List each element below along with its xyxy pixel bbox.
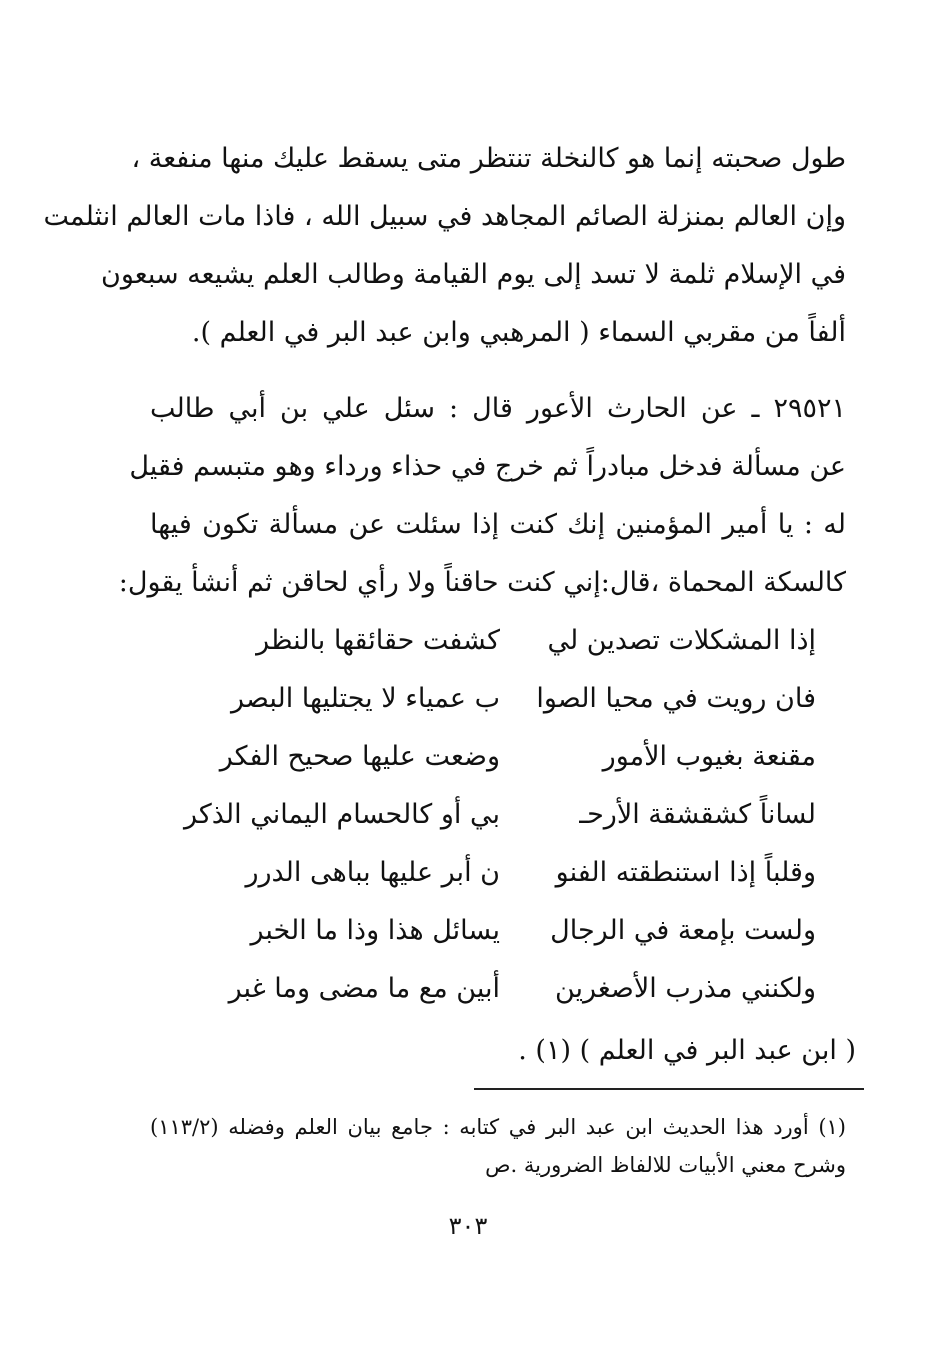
footnote: [150, 1108, 846, 1184]
source-citation: ( ابن عبد البر في العلم ) (١) .: [518, 1035, 856, 1066]
poem-verse: [150, 670, 846, 728]
poem-verse: [150, 902, 846, 960]
verse-first-hemistich: لساناً كشقشقة الأرحـ: [579, 799, 816, 830]
verse-first-hemistich: فان رويت في محيا الصوا: [536, 683, 816, 714]
page-number: ٣٠٣: [448, 1212, 488, 1240]
verse-second-hemistich: يسائل هذا وذا ما الخبر: [250, 915, 500, 946]
verse-first-hemistich: ولكنني مذرب الأصغرين: [554, 973, 816, 1004]
text-line: ٢٩٥٢١ ـ عن الحارث الأعور قال : سئل علي بن أبي طالب: [150, 393, 846, 424]
text-line: طول صحبته إنما هو كالنخلة تنتظر متى يسقط عليك منها منفعة ،: [131, 143, 846, 174]
text-line: ألفاً من مقربي السماء ( المرهبي وابن عبد البر في العلم ).: [191, 317, 846, 348]
text-line: كالسكة المحماة ،قال:إني كنت حاقناً ولا رأي لحاقن ثم أنشأ يقول:: [118, 567, 846, 598]
poem-verse: [150, 786, 846, 844]
verse-second-hemistich: أبين مع ما مضى وما غبر: [228, 973, 500, 1004]
verse-first-hemistich: مقنعة بغيوب الأمور: [602, 741, 816, 772]
text-line: عن مسألة فدخل مبادراً ثم خرج في حذاء ورداء وهو متبسم فقيل: [129, 451, 846, 482]
poem-verse: [150, 960, 846, 1018]
paragraph-hadith-continuation: [43, 130, 846, 362]
poem-verse: [150, 612, 846, 670]
verse-second-hemistich: ب عمياء لا يجتليها البصر: [231, 683, 500, 714]
paragraph-hadith-29521: [118, 380, 846, 612]
poem-verse: [150, 844, 846, 902]
verse-second-hemistich: بي أو كالحسام اليماني الذكر: [183, 799, 500, 830]
verse-second-hemistich: وضعت عليها صحيح الفكر: [219, 741, 500, 772]
verse-first-hemistich: وقلباً إذا استنطقته الفنو: [555, 857, 816, 888]
poem-verse: [150, 728, 846, 786]
footnote-divider: [474, 1088, 864, 1090]
verse-first-hemistich: ولست بإمعة في الرجال: [550, 915, 816, 946]
footnote-line: وشرح معني الأبيات للالفاظ الضرورية .ص: [485, 1153, 846, 1177]
verse-second-hemistich: ن أبر عليها بباهى الدرر: [245, 857, 500, 888]
poem: [150, 612, 846, 1018]
footnote-line: (١) أورد هذا الحديث ابن عبد البر في كتابه : جامع بيان العلم وفضله (١١٣/٢): [150, 1115, 846, 1139]
text-line: له : يا أمير المؤمنين إنك كنت إذا سئلت عن مسألة تكون فيها: [150, 509, 846, 540]
verse-first-hemistich: إذا المشكلات تصدين لي: [547, 625, 816, 656]
verse-second-hemistich: كشفت حقائقها بالنظر: [256, 625, 500, 656]
text-line: وإن العالم بمنزلة الصائم المجاهد في سبيل الله ، فاذا مات العالم انثلمت: [43, 201, 846, 232]
text-line: في الإسلام ثلمة لا تسد إلى يوم القيامة وطالب العلم يشيعه سبعون: [101, 259, 846, 290]
